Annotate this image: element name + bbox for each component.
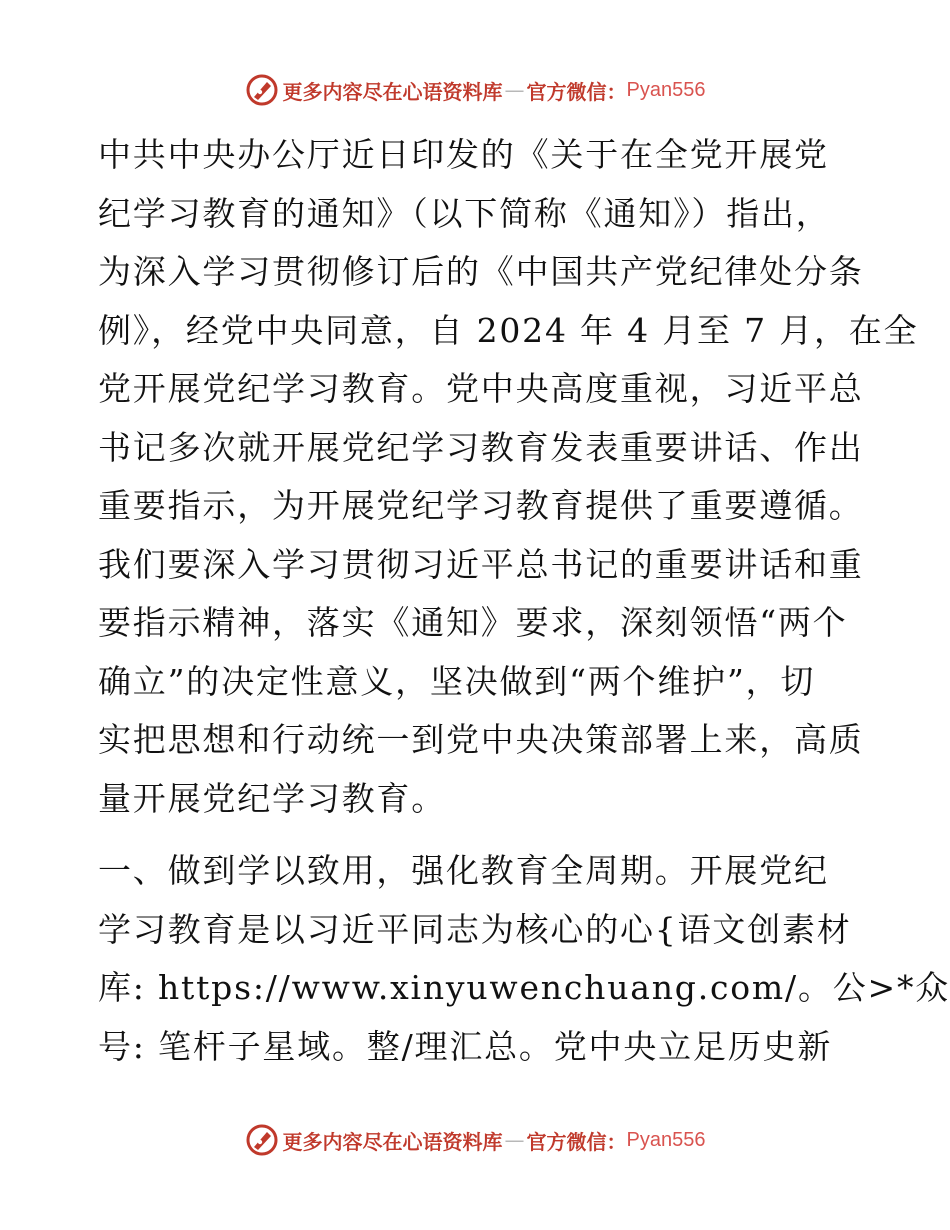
watermark-official-label: 官方微信： [526,79,627,104]
pen-nib-logo-icon [245,1123,279,1157]
text-line: 库: https://www.xinyuwenchuang.com/。公>*众 [98,968,950,1007]
text-line: 要指示精神，落实《通知》要求，深刻领悟“两个 [98,603,848,642]
watermark-account: Pyan556 [626,78,706,101]
text-line: 实把思想和行动统一到党中央决策部署上来，高质 [98,720,864,759]
text-line: 我们要深入学习贯彻习近平总书记的重要讲话和重 [98,544,864,584]
watermark-brand: 更多内容尽在心语资料库 [282,1129,503,1154]
text-line: 党开展党纪学习教育。党中央高度重视，习近平总 [98,369,864,408]
text-line: 为深入学习贯彻修订后的《中国共产党纪律处分条 [98,252,864,291]
watermark-official-label: 官方微信： [526,1129,627,1154]
text-line: 纪学习教育的通知》（以下简称《通知》）指出， [98,193,831,233]
paragraph-spacer [98,828,858,842]
text-line: 书记多次就开展党纪学习教育发表重要讲话、作出 [98,427,864,467]
watermark-banner-bottom [0,1120,950,1160]
watermark-account: Pyan556 [626,1128,706,1151]
watermark-separator: — [504,1128,525,1152]
text-line: 号: 笔杆子星域。整/理汇总。党中央立足历史新 [98,1026,833,1066]
text-line: 学习教育是以习近平同志为核心的心{语文创素材 [98,909,852,949]
pen-nib-logo-icon [245,73,279,107]
text-line: 中共中央办公厅近日印发的《关于在全党开展党 [98,135,829,174]
watermark-brand: 更多内容尽在心语资料库 [282,79,503,104]
text-line: 重要指示，为开展党纪学习教育提供了重要遵循。 [98,486,864,525]
text-line: 确立”的决定性意义，坚决做到“两个维护”，切 [98,661,816,701]
text-line: 一、做到学以致用，强化教育全周期。开展党纪 [98,851,829,890]
document-body [98,126,950,1076]
watermark-separator: — [504,78,525,102]
paragraph-intro [98,126,919,828]
text-line: 量开展党纪学习教育。 [98,778,446,818]
text-line: 例》，经党中央同意，自 2024 年 4 月至 7 月，在全 [98,310,919,350]
paragraph-section-one [98,842,950,1076]
watermark-banner-top [0,70,950,110]
